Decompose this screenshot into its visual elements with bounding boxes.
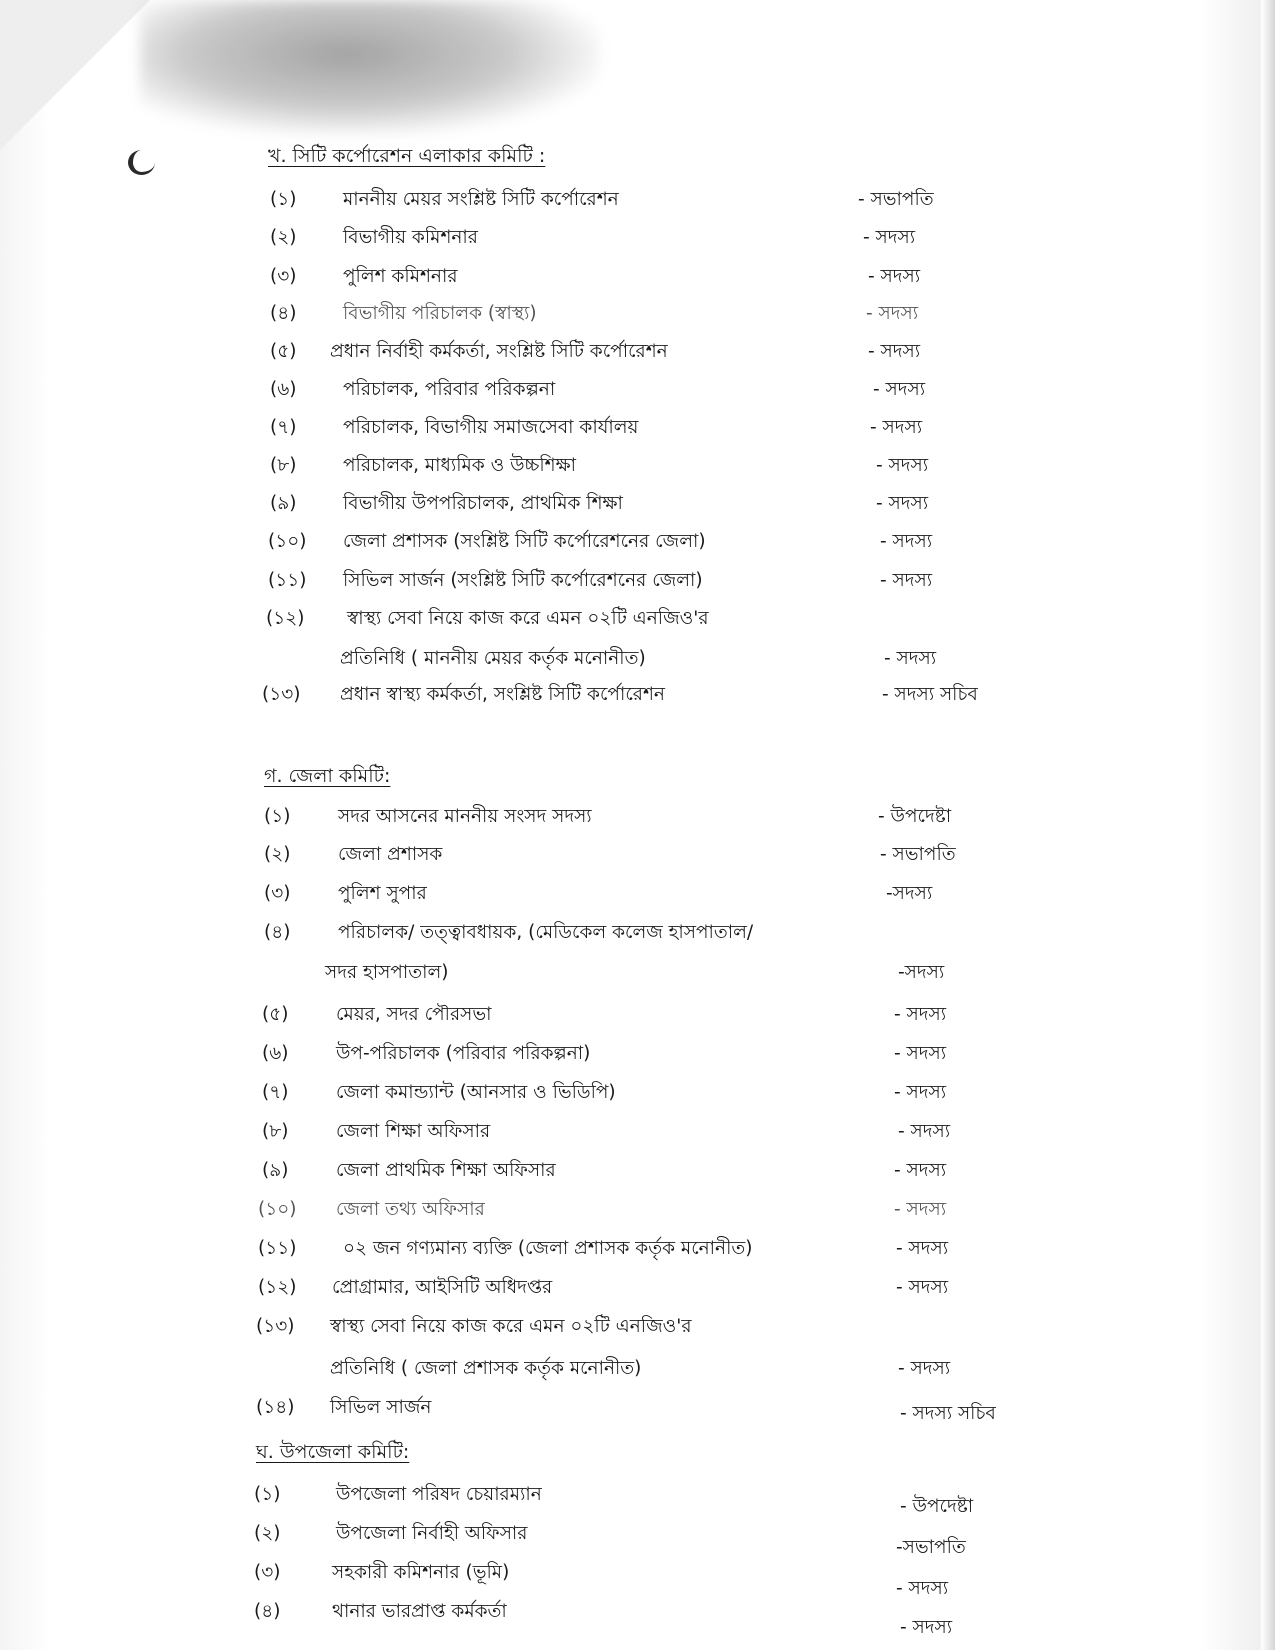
item-number: (৭) (262, 1082, 289, 1103)
list-item (0, 1519, 1275, 1558)
item-text: সিভিল সার্জন (330, 1397, 432, 1418)
item-number: (১৪) (256, 1397, 295, 1418)
item-number: (১০) (268, 531, 307, 552)
item-role: - সদস্য (866, 303, 919, 324)
list-item (0, 451, 1275, 487)
item-text: পরিচালক, বিভাগীয় সমাজসেবা কার্যালয় (343, 417, 639, 438)
item-number: (১২) (266, 608, 305, 629)
item-text: সহকারী কমিশনার (ভূমি) (332, 1562, 510, 1583)
item-number: (২) (264, 844, 291, 865)
item-text: উপ-পরিচালক (পরিবার পরিকল্পনা) (336, 1043, 591, 1064)
item-text: থানার ভারপ্রাপ্ত কর্মকর্তা (332, 1601, 507, 1622)
list-item (0, 489, 1275, 525)
item-text: প্রোগ্রামার, আইসিটি অধিদপ্তর (332, 1277, 553, 1298)
item-role: - সদস্য (894, 1160, 947, 1181)
item-role: - সদস্য (894, 1082, 947, 1103)
item-role: -সভাপতি (896, 1537, 966, 1558)
item-text: মেয়র, সদর পৌরসভা (336, 1004, 492, 1025)
list-item (0, 413, 1275, 449)
item-number: (৩) (254, 1562, 281, 1583)
item-role: -সদস্য (886, 883, 933, 904)
item-number: (১০) (258, 1199, 297, 1220)
item-number: (৩) (264, 883, 291, 904)
item-role: - উপদেষ্টা (900, 1496, 974, 1517)
item-text: সদর আসনের মাননীয় সংসদ সদস্য (338, 806, 592, 827)
item-number: (৪) (264, 922, 291, 943)
list-item (0, 1393, 1275, 1429)
item-text: স্বাস্থ্য সেবা নিয়ে কাজ করে এমন ০২টি এনজিও'র (330, 1316, 692, 1337)
item-number: (১১) (268, 570, 307, 591)
section-heading-city-corporation: খ. সিটি কর্পোরেশন এলাকার কমিটি : (268, 145, 546, 167)
folded-corner (0, 0, 150, 150)
item-text: পুলিশ সুপার (338, 883, 427, 904)
item-number: (৬) (270, 379, 297, 400)
item-number: (৯) (262, 1160, 289, 1181)
item-text-continuation: প্রতিনিধি ( জেলা প্রশাসক কর্তৃক মনোনীত) (330, 1358, 642, 1379)
list-item (0, 802, 1275, 838)
item-number: (৩) (270, 266, 297, 287)
item-role: - সদস্য (868, 266, 921, 287)
item-number: (৬) (262, 1043, 289, 1064)
item-number: (১১) (258, 1238, 297, 1259)
list-item (0, 879, 1275, 915)
item-role: - সদস্য (876, 455, 929, 476)
item-number: (১৩) (256, 1316, 295, 1337)
item-role: - সভাপতি (858, 189, 934, 210)
item-text: জেলা প্রশাসক (338, 844, 443, 865)
list-item (0, 1597, 1275, 1638)
item-text: বিভাগীয় উপপরিচালক, প্রাথমিক শিক্ষা (343, 493, 623, 514)
list-item (0, 1273, 1275, 1309)
item-role: - সদস্য সচিব (900, 1403, 996, 1424)
punch-hole-mark (128, 150, 155, 175)
list-item (0, 1117, 1275, 1153)
item-role: - সদস্য (873, 379, 926, 400)
item-number: (১) (270, 189, 297, 210)
list-item (0, 680, 1275, 716)
item-text: বিভাগীয় কমিশনার (343, 227, 478, 248)
item-text: প্রধান নির্বাহী কর্মকর্তা, সংশ্লিষ্ট সিটি কর্পোরেশন (330, 341, 668, 362)
item-number: (৪) (254, 1601, 281, 1622)
item-role: - সদস্য (900, 1617, 953, 1638)
list-item (0, 1039, 1275, 1075)
list-item (0, 299, 1275, 335)
list-item (0, 1078, 1275, 1114)
item-text-continuation: সদর হাসপাতাল) (325, 962, 449, 983)
item-role: - সদস্য (876, 493, 929, 514)
item-text: বিভাগীয় পরিচালক (স্বাস্থ্য) (343, 303, 537, 324)
item-text: জেলা প্রশাসক (সংশ্লিষ্ট সিটি কর্পোরেশনের জেলা) (343, 531, 706, 552)
list-item (0, 566, 1275, 602)
item-number: (১২) (258, 1277, 297, 1298)
item-role: - সদস্য (884, 648, 937, 669)
item-role: - সদস্য (894, 1043, 947, 1064)
list-item (0, 840, 1275, 876)
item-number: (৫) (270, 341, 297, 362)
item-number: (১) (254, 1484, 281, 1505)
item-role: - সদস্য সচিব (882, 684, 978, 705)
list-item (0, 1234, 1275, 1270)
list-item (0, 527, 1275, 563)
list-item (0, 1156, 1275, 1192)
item-text: উপজেলা নির্বাহী অফিসার (336, 1523, 528, 1544)
list-item (0, 223, 1275, 259)
item-role: - সদস্য (894, 1199, 947, 1220)
item-role: - সভাপতি (880, 844, 956, 865)
item-text: উপজেলা পরিষদ চেয়ারম্যান (336, 1484, 542, 1505)
item-text: স্বাস্থ্য সেবা নিয়ে কাজ করে এমন ০২টি এনজিও'র (347, 608, 709, 629)
item-number: (৭) (270, 417, 297, 438)
item-number: (৮) (270, 455, 297, 476)
section-heading-upazila: ঘ. উপজেলা কমিটি: (256, 1441, 410, 1463)
list-item (0, 185, 1275, 221)
item-role: - উপদেষ্টা (878, 806, 952, 827)
item-role: - সদস্য (863, 227, 916, 248)
list-item (0, 375, 1275, 411)
item-text: জেলা তথ্য অফিসার (336, 1199, 485, 1220)
item-role: - সদস্য (894, 1004, 947, 1025)
item-role: - সদস্য (896, 1238, 949, 1259)
item-role: - সদস্য (896, 1277, 949, 1298)
item-role: - সদস্য (896, 1578, 949, 1599)
item-text: পরিচালক/ তত্ত্বাবধায়ক, (মেডিকেল কলেজ হাসপাতাল/ (338, 922, 754, 943)
item-number: (৮) (262, 1121, 289, 1142)
item-role: - সদস্য (870, 417, 923, 438)
list-item (0, 1558, 1275, 1599)
list-item (0, 1195, 1275, 1231)
item-role: - সদস্য (868, 341, 921, 362)
item-text-continuation: প্রতিনিধি ( মাননীয় মেয়র কর্তৃক মনোনীত) (340, 648, 646, 669)
redacted-smudge (140, 0, 600, 135)
item-role: - সদস্য (898, 1121, 951, 1142)
list-item (0, 337, 1275, 373)
item-text: জেলা শিক্ষা অফিসার (336, 1121, 491, 1142)
item-text: সিভিল সার্জন (সংশ্লিষ্ট সিটি কর্পোরেশনের জেলা) (343, 570, 703, 591)
item-text: পুলিশ কমিশনার (343, 266, 458, 287)
list-item (0, 262, 1275, 298)
item-role: - সদস্য (880, 531, 933, 552)
item-role: -সদস্য (898, 962, 945, 983)
item-text: প্রধান স্বাস্থ্য কর্মকর্তা, সংশ্লিষ্ট সিটি কর্পোরেশন (340, 684, 665, 705)
item-text: পরিচালক, পরিবার পরিকল্পনা (343, 379, 556, 400)
item-text: জেলা কমান্ড্যান্ট (আনসার ও ভিডিপি) (336, 1082, 616, 1103)
item-number: (৫) (262, 1004, 289, 1025)
section-heading-district: গ. জেলা কমিটি: (264, 765, 391, 787)
item-text: মাননীয় মেয়র সংশ্লিষ্ট সিটি কর্পোরেশন (343, 189, 619, 210)
item-role: - সদস্য (898, 1358, 951, 1379)
item-text: জেলা প্রাথমিক শিক্ষা অফিসার (336, 1160, 556, 1181)
item-number: (৪) (270, 303, 297, 324)
item-role: - সদস্য (880, 570, 933, 591)
list-item (0, 1480, 1275, 1516)
item-number: (১৩) (262, 684, 301, 705)
item-number: (২) (254, 1523, 281, 1544)
item-number: (১) (264, 806, 291, 827)
item-text: পরিচালক, মাধ্যমিক ও উচ্চশিক্ষা (343, 455, 576, 476)
list-item (0, 1000, 1275, 1036)
item-text: ০২ জন গণ্যমান্য ব্যক্তি (জেলা প্রশাসক কর্তৃক মনোনীত) (343, 1238, 753, 1259)
item-number: (৯) (270, 493, 297, 514)
item-number: (২) (270, 227, 297, 248)
